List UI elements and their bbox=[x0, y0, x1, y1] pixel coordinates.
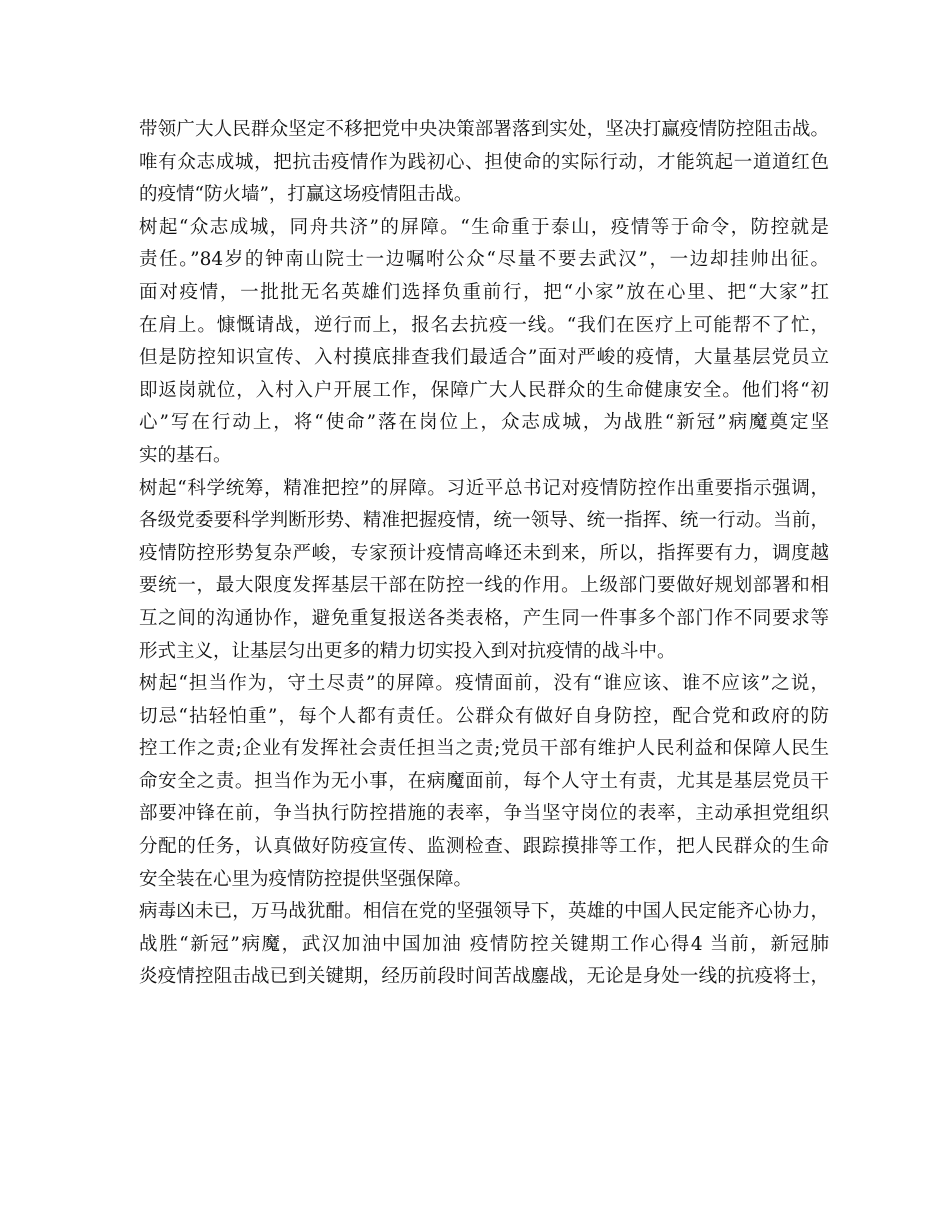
text-line: 但是防控知识宣传、入村摸底排查我们最适合”面对严峻的疫情，大量基层党员立 bbox=[139, 347, 829, 369]
text-line: 命安全之责。担当作为无小事，在病魔面前，每个人守土有责，尤其是基层党员干 bbox=[139, 770, 829, 792]
text-line: 战胜“新冠”病魔，武汉加油中国加油 疫情防控关键期工作心得4 当前，新冠肺 bbox=[139, 933, 829, 955]
document-body-text bbox=[139, 114, 829, 994]
text-line: 互之间的沟通协作，避免重复报送各类表格，产生同一件事多个部门作不同要求等 bbox=[139, 607, 829, 629]
text-line: 部要冲锋在前，争当执行防控措施的表率，争当坚守岗位的表率，主动承担党组织 bbox=[139, 803, 829, 825]
text-line: 的疫情“防火墙”，打赢这场疫情阻击战。 bbox=[139, 184, 473, 206]
text-line: 疫情防控形势复杂严峻，专家预计疫情高峰还未到来，所以，指挥要有力，调度越 bbox=[139, 542, 829, 564]
text-line: 各级党委要科学判断形势、精准把握疫情，统一领导、统一指挥、统一行动。当前， bbox=[139, 510, 829, 532]
text-line: 炎疫情控阻击战已到关键期，经历前段时间苦战鏖战，无论是身处一线的抗疫将士， bbox=[139, 966, 829, 988]
text-line: 在肩上。慷慨请战，逆行而上，报名去抗疫一线。“我们在医疗上可能帮不了忙， bbox=[139, 314, 829, 336]
text-line: 树起“担当作为，守土尽责”的屏障。疫情面前，没有“谁应该、谁不应该”之说， bbox=[139, 673, 829, 695]
text-line: 分配的任务，认真做好防疫宣传、监测检查、跟踪摸排等工作，把人民群众的生命 bbox=[139, 836, 829, 858]
text-line: 树起“科学统筹，精准把控”的屏障。习近平总书记对疫情防控作出重要指示强调， bbox=[139, 477, 829, 499]
text-line: 责任。”84岁的钟南山院士一边嘱咐公众“尽量不要去武汉”，一边却挂帅出征。 bbox=[139, 249, 829, 271]
text-line: 唯有众志成城，把抗击疫情作为践初心、担使命的实际行动，才能筑起一道道红色 bbox=[139, 151, 829, 173]
text-line: 要统一，最大限度发挥基层干部在防控一线的作用。上级部门要做好规划部署和相 bbox=[139, 575, 829, 597]
text-line: 控工作之责;企业有发挥社会责任担当之责;党员干部有维护人民利益和保障人民生 bbox=[139, 738, 829, 760]
text-line: 形式主义，让基层匀出更多的精力切实投入到对抗疫情的战斗中。 bbox=[139, 640, 676, 662]
text-line: 安全装在心里为疫情防控提供坚强保障。 bbox=[139, 868, 473, 890]
text-line: 切忌“拈轻怕重”，每个人都有责任。公群众有做好自身防控，配合党和政府的防 bbox=[139, 705, 829, 727]
text-line: 带领广大人民群众坚定不移把党中央决策部署落到实处，坚决打赢疫情防控阻击战。 bbox=[139, 119, 829, 140]
text-line: 病毒凶未已，万马战犹酣。相信在党的坚强领导下，英雄的中国人民定能齐心协力， bbox=[139, 901, 829, 923]
text-line: 即返岗就位，入村入户开展工作，保障广大人民群众的生命健康安全。他们将“初 bbox=[139, 379, 829, 401]
text-line: 心”写在行动上，将“使命”落在岗位上，众志成城，为战胜“新冠”病魔奠定坚 bbox=[139, 412, 829, 434]
text-line: 面对疫情，一批批无名英雄们选择负重前行，把“小家”放在心里、把“大家”扛 bbox=[139, 281, 829, 303]
text-line: 树起“众志成城，同舟共济”的屏障。“生命重于泰山，疫情等于命令，防控就是 bbox=[139, 216, 829, 238]
text-line: 实的基石。 bbox=[139, 444, 232, 466]
